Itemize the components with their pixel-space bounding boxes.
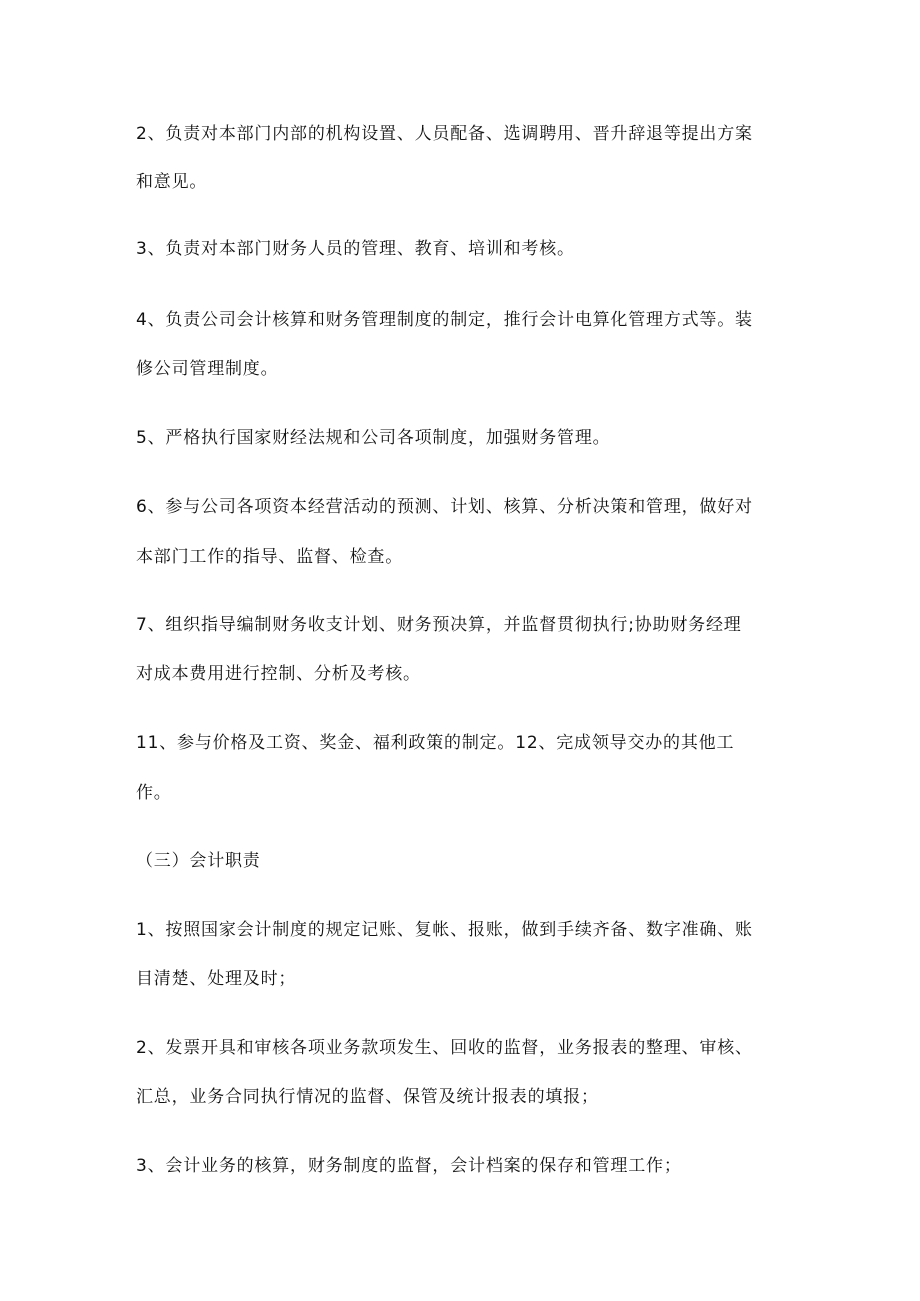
item-3-line-1: 3、负责对本部门财务人员的管理、教育、培训和考核。: [136, 239, 575, 259]
section-heading-accounting-duties: （三）会计职责: [136, 851, 261, 871]
item-11-line-1: 11、参与价格及工资、奖金、福利政策的制定。12、完成领导交办的其他工: [136, 733, 735, 753]
item-2-line-1: 2、负责对本部门内部的机构设置、人员配备、选调聘用、晋升辞退等提出方案: [136, 124, 753, 144]
item-6-line-2: 本部门工作的指导、监督、检查。: [136, 547, 403, 567]
accounting-item-2-line-2: 汇总，业务合同执行情况的监督、保管及统计报表的填报；: [136, 1087, 599, 1107]
accounting-item-2-line-1: 2、发票开具和审核各项业务款项发生、回收的监督，业务报表的整理、审核、: [136, 1038, 753, 1058]
accounting-item-1-line-1: 1、按照国家会计制度的规定记账、复帐、报账，做到手续齐备、数字准确、账: [136, 920, 753, 940]
item-4-line-2: 修公司管理制度。: [136, 359, 279, 379]
item-7-line-2: 对成本费用进行控制、分析及考核。: [136, 664, 421, 684]
item-11-line-2: 作。: [136, 783, 172, 803]
item-2-line-2: 和意见。: [136, 172, 208, 192]
accounting-item-1-line-2: 目清楚、处理及时；: [136, 969, 297, 989]
accounting-item-3-line-1: 3、会计业务的核算，财务制度的监督，会计档案的保存和管理工作；: [136, 1156, 682, 1176]
item-4-line-1: 4、负责公司会计核算和财务管理制度的制定，推行会计电算化管理方式等。装: [136, 310, 753, 330]
item-5-line-1: 5、严格执行国家财经法规和公司各项制度，加强财务管理。: [136, 428, 611, 448]
item-6-line-1: 6、参与公司各项资本经营活动的预测、计划、核算、分析决策和管理，做好对: [136, 497, 753, 517]
item-7-line-1: 7、组织指导编制财务收支计划、财务预决算，并监督贯彻执行;协助财务经理: [136, 615, 742, 635]
